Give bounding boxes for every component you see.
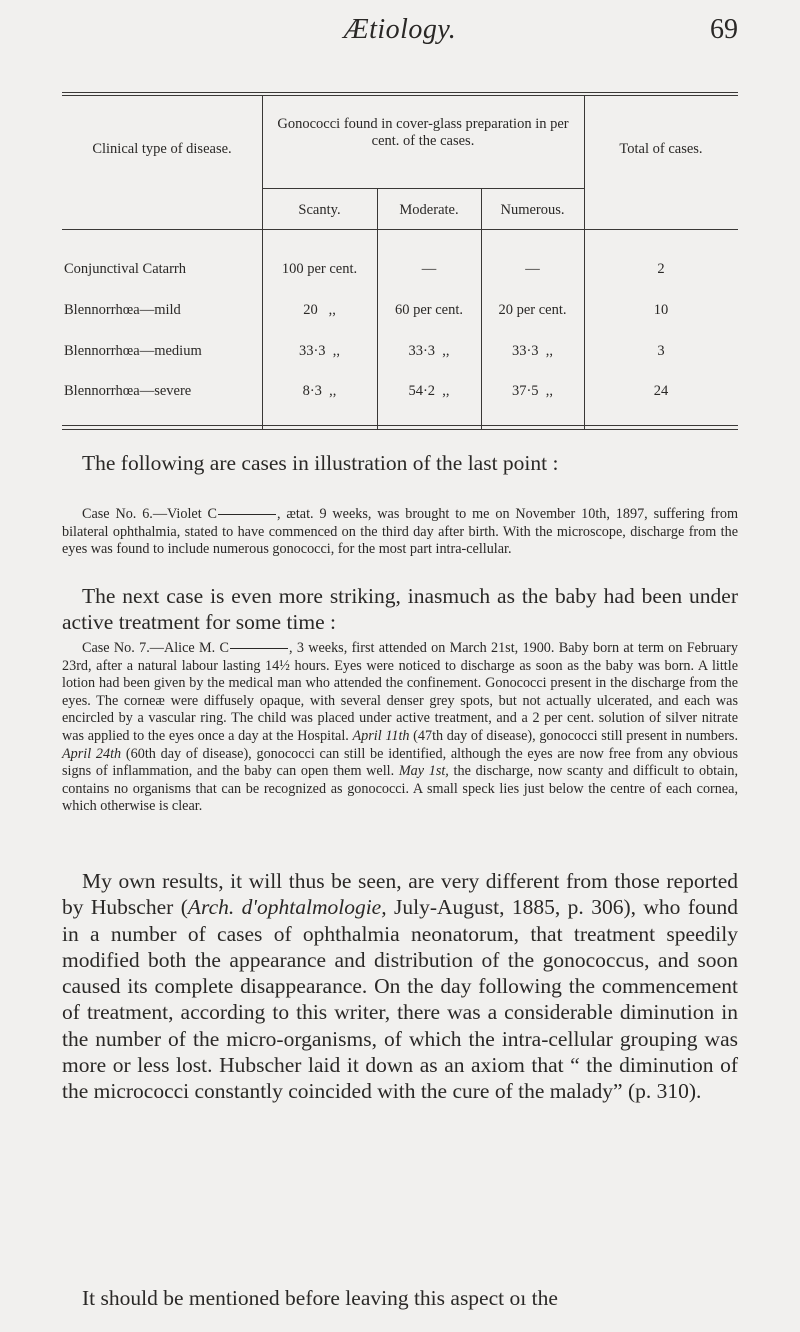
table-cell: 54·2 ,, (408, 383, 450, 399)
paragraph-text-part: My own results, it will thus be seen, are very different from those reported by Hubscher ( (62, 869, 738, 920)
paragraph-next-case (62, 583, 738, 636)
running-title: Ætiology. (343, 14, 457, 45)
results-table (62, 92, 738, 430)
table-cell: — (525, 261, 540, 277)
table-header-rule (62, 229, 738, 230)
table-row-label: Blennorrhœa—mild (64, 302, 181, 318)
citation: Arch. d'ophtalmologie, (187, 895, 387, 920)
table-cell: 24 (653, 383, 669, 399)
case-7-body: (60th day of disease), gonococci can still be identified, although the eyes are now free from any obvious signs of inflammation, and the baby can open them well. (62, 745, 738, 780)
case-7-body: , 3 weeks, first attended on March 21st, 1900. Baby born at term on February 23rd, after a natural labour lasting 14½ hours. Eyes were noticed to discharge as soon as the baby was born. A little lotion had been given by the medical man who attended the confinement. Gonococci present in the discharge from the eyes. The corneæ were diffusely opaque, with several denser grey spots, but not actually ulcerated, and each was encircled by a vascular ring. The child was placed under active treatment, and a 2 per cent. solution of silver nitrate was applied to the eyes once a day at the Hospital. (62, 640, 738, 744)
page-number: 69 (710, 14, 738, 45)
table-cell: 100 per cent. (281, 261, 358, 277)
header-total: Total of cases. (619, 141, 703, 157)
table-bottom-rule-2 (62, 429, 738, 430)
table-row-label: Blennorrhœa—severe (64, 383, 192, 399)
table-cell: 60 per cent. (394, 302, 464, 318)
table-top-rule-2 (62, 95, 738, 96)
table-cell: 3 (657, 343, 665, 359)
redaction-dash (218, 514, 276, 515)
redaction-dash (230, 648, 288, 649)
table-top-rule (62, 92, 738, 93)
header-moderate: Moderate. (399, 202, 459, 218)
paragraph-text: The next case is even more striking, inasmuch as the baby had been under active treatment for some time : (62, 584, 738, 635)
header-clinical-type: Clinical type of disease. (92, 141, 232, 157)
header-numerous: Numerous. (500, 202, 565, 218)
paragraph-intro (62, 450, 738, 476)
table-cell: 33·3 ,, (298, 343, 341, 359)
case-7-name: Case No. 7.—Alice M. C (82, 640, 229, 656)
case-7-text (62, 640, 738, 816)
case-7 (62, 640, 738, 816)
table-cell: 20 per cent. (498, 302, 567, 318)
table-cell: 20 ,, (303, 302, 336, 318)
table-cell: 10 (653, 302, 669, 318)
table-cell: 33·3 ,, (408, 343, 450, 359)
paragraph-text: The following are cases in illustration of the last point : (82, 451, 559, 475)
header-scanty: Scanty. (298, 202, 341, 218)
table-cell: — (421, 261, 437, 277)
table-bottom-rule (62, 425, 738, 426)
date-april-11: April 11th (352, 727, 410, 744)
date-april-24: April 24th (62, 745, 122, 762)
case-7-body: (47th day of disease), gonococci still present in numbers. (413, 727, 738, 744)
case-6 (62, 506, 738, 559)
case-6-text (62, 506, 738, 559)
paragraph-closing (62, 1285, 738, 1311)
paragraph-text-part: July-August, 1885, p. 306), who found in a number of cases of ophthalmia neonatorum, that treatment speedily modified both the appearance and distribution of the gonococcus, and soon caused its complete disappearance. On the day following the commencement of treatment, according to this writer, there was a considerable diminution in the number of the micro-organisms, of which the intra-cellular grouping was more or less lost. Hubscher laid it down as an axiom that “ the diminution of the micrococci constantly coincided with the cure of the malady” (p. 310). (62, 895, 738, 1104)
header-gonococci: Gonococci found in cover-glass preparation in per cent. of the cases. (277, 116, 569, 149)
table-cell: 37·5 ,, (511, 383, 554, 399)
date-may-1: May 1st, (398, 763, 449, 780)
table-row-label: Conjunctival Catarrh (64, 261, 187, 277)
table-sub-rule (262, 188, 584, 189)
paragraph-text: It should be mentioned before leaving this aspect oı the (82, 1286, 558, 1310)
case-6-name: Case No. 6.—Violet C (82, 506, 217, 522)
table-cell: 2 (657, 261, 665, 277)
case-7-body: the discharge, now scanty and difficult to obtain, contains no organisms that can be recognized as gonococci. A small speck lies just below the centre of each cornea, which otherwise is clear. (62, 763, 738, 815)
running-head (0, 14, 800, 48)
paragraph-own-results (62, 868, 738, 1105)
case-6-body: , ætat. 9 weeks, was brought to me on November 10th, 1897, suffering from bilateral ophthalmia, stated to have commenced on the third day after birth. With the microscope, discharge from the eyes was found to include numerous gonococci, for the most part intra-cellular. (62, 506, 738, 558)
table-row-label: Blennorrhœa—medium (64, 343, 202, 359)
paragraph-text (62, 868, 738, 1105)
table-cell: 8·3 ,, (302, 383, 337, 399)
table-cell: 33·3 ,, (511, 343, 554, 359)
